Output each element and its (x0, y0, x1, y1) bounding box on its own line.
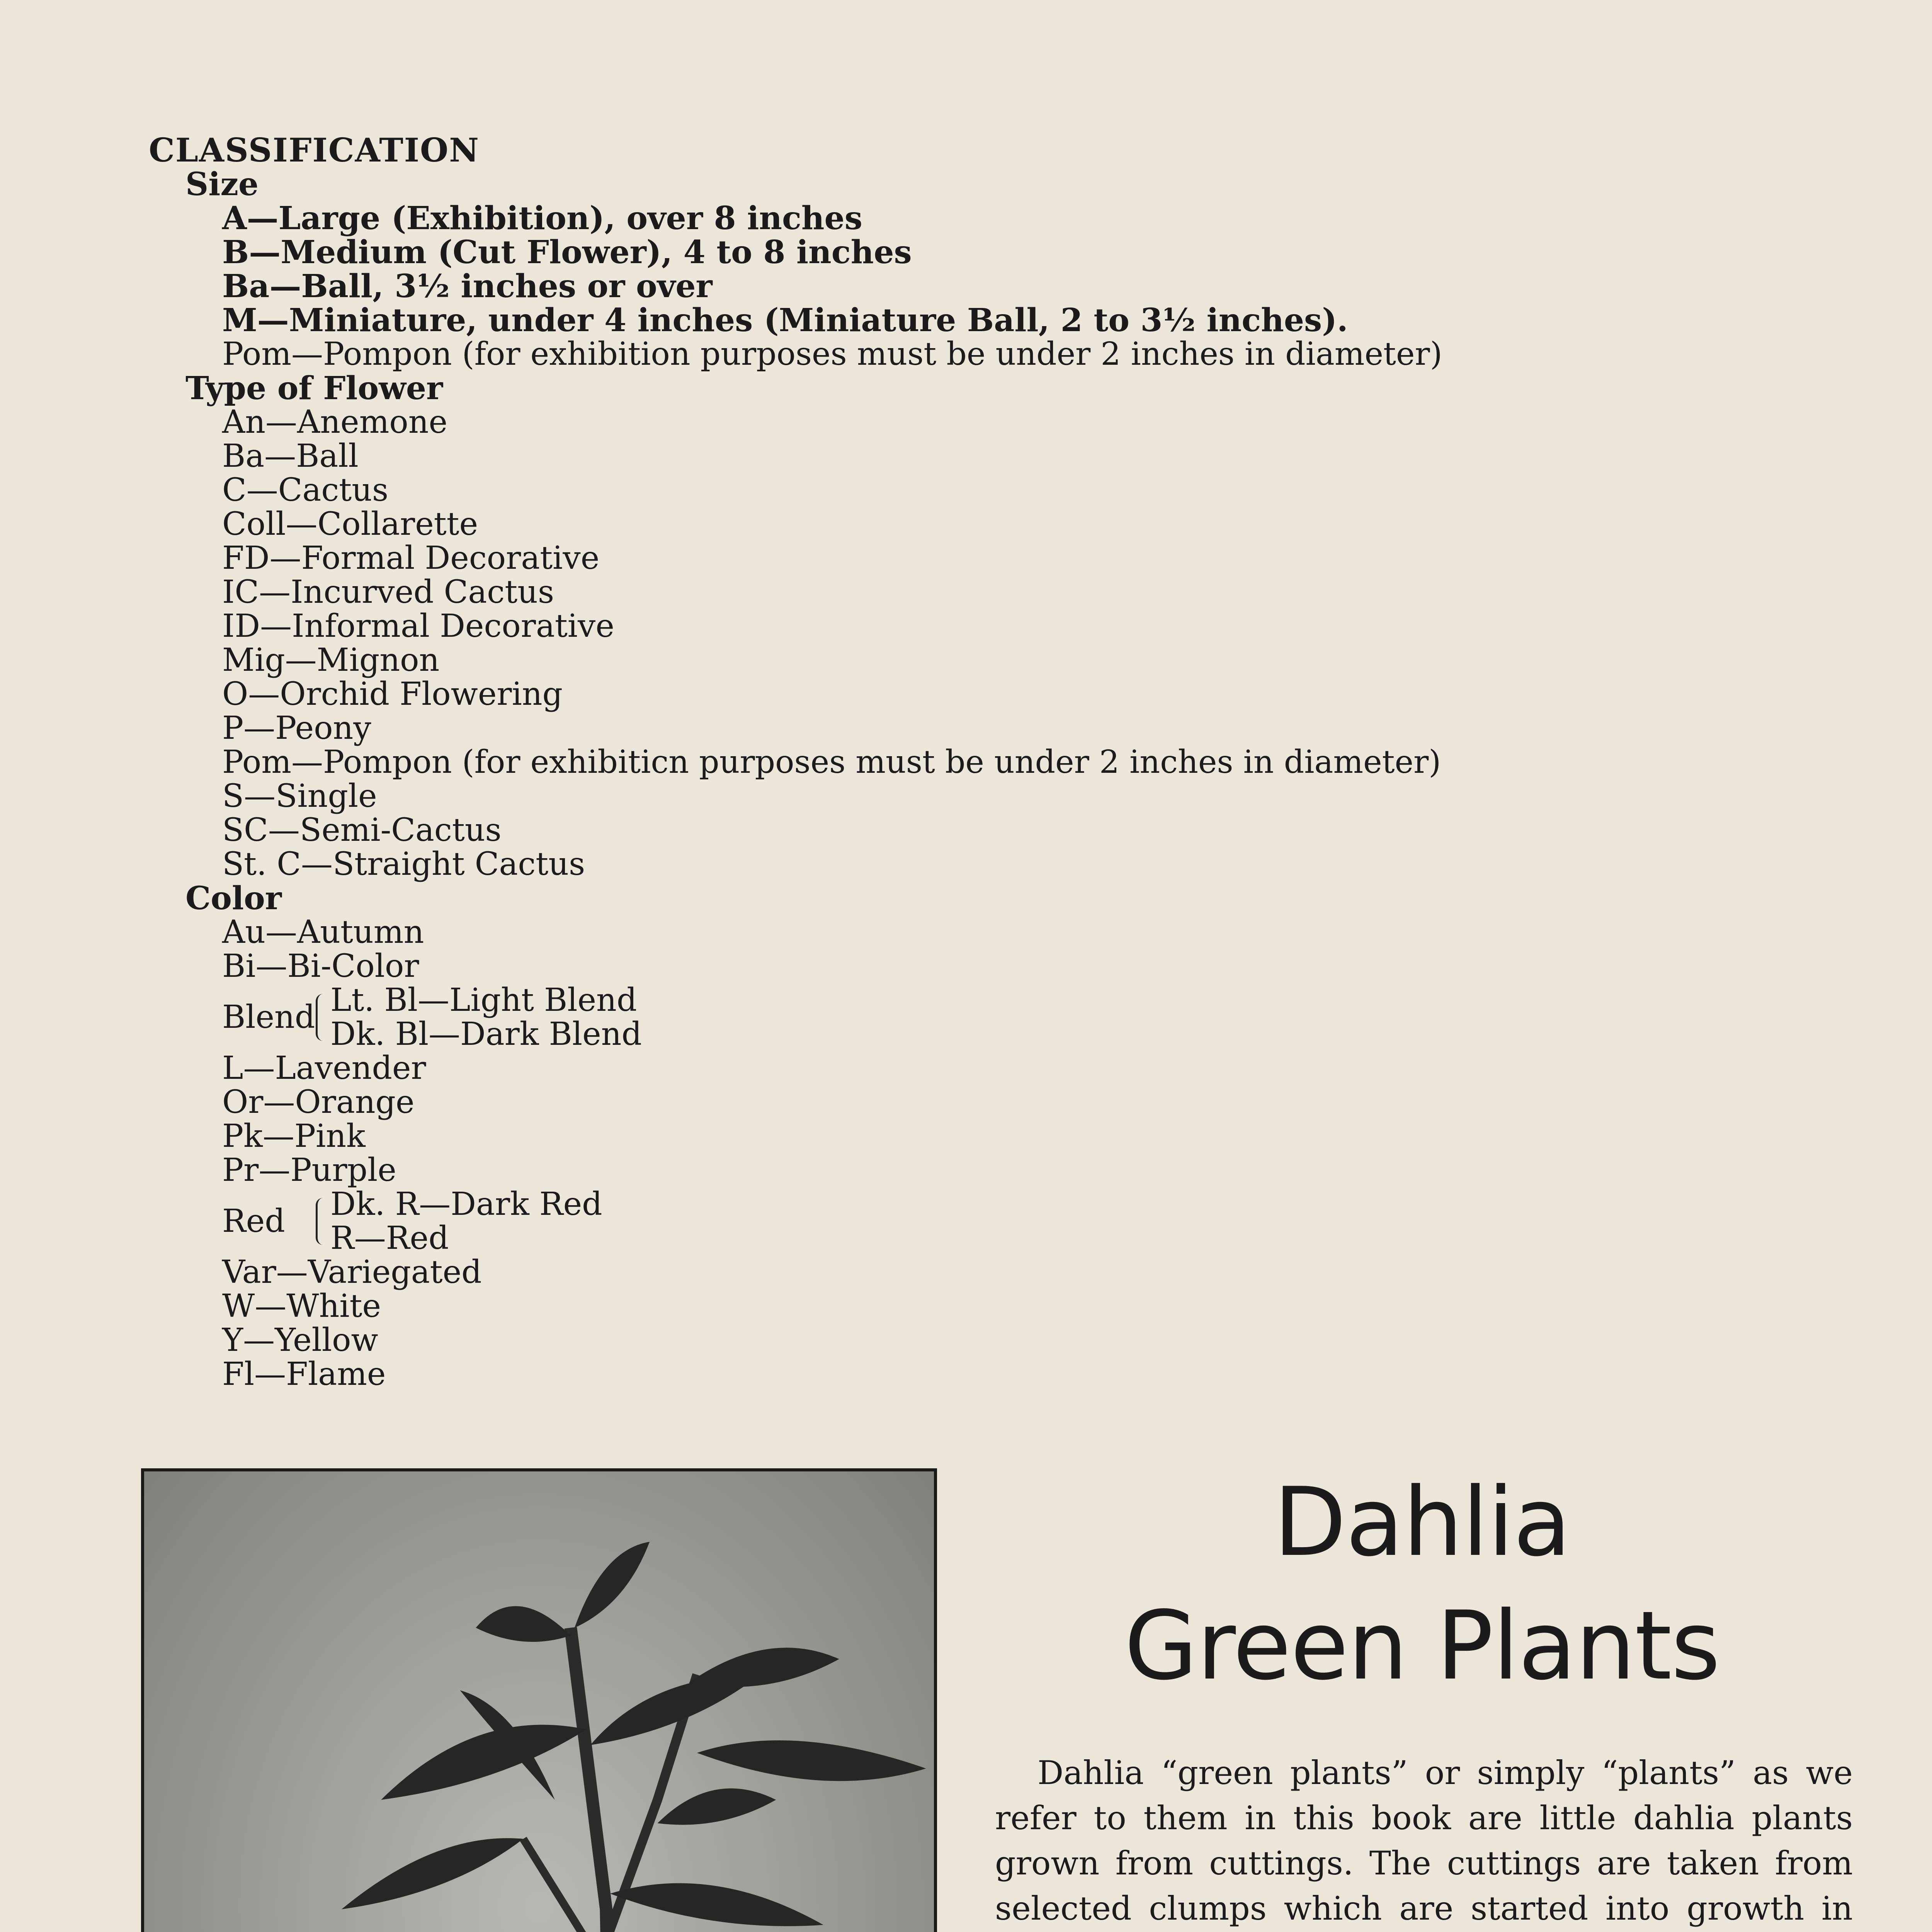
classification-item: Mig—Mignon (222, 642, 440, 679)
blend-label: Blend (222, 999, 315, 1036)
size-heading: Size (185, 166, 259, 203)
title-line-2: Green Plants (1124, 1591, 1720, 1701)
page-title (1012, 1461, 1832, 1708)
red-group (222, 1187, 1849, 1255)
plant-illustration (144, 1471, 934, 1932)
blend-brace (307, 988, 330, 1046)
classification-item: B—Medium (Cut Flower), 4 to 8 inches (222, 234, 912, 271)
classification-item: SC—Semi-Cactus (222, 812, 502, 849)
red-brace (307, 1192, 330, 1250)
classification-list (149, 133, 1849, 1391)
red-label: Red (222, 1203, 285, 1240)
color-items-c (149, 1255, 1849, 1391)
classification-item: Pom—Pompon (for exhibition purposes must be under 2 inches in diameter) (222, 336, 1442, 372)
classification-item: Pr—Purple (222, 1152, 396, 1189)
red-item: R—Red (330, 1220, 449, 1257)
color-heading: Color (185, 880, 282, 917)
classification-item: L—Lavender (222, 1050, 426, 1087)
classification-item: O—Orchid Flowering (222, 676, 563, 713)
classification-item: C—Cactus (222, 472, 389, 509)
classification-item: Au—Autumn (222, 914, 424, 951)
color-items-a (149, 915, 1849, 983)
classification-item: A—Large (Exhibition), over 8 inches (222, 200, 862, 237)
blend-group (222, 983, 1849, 1051)
classification-item: P—Peony (222, 710, 371, 747)
classification-item: Ba—Ball (222, 438, 359, 474)
blend-item: Dk. Bl—Dark Blend (330, 1016, 642, 1053)
classification-item: Y—Yellow (222, 1322, 378, 1359)
classification-item: IC—Incurved Cactus (222, 574, 554, 611)
classification-item: ID—Informal Decorative (222, 608, 614, 645)
title-line-1: Dahlia (1273, 1467, 1571, 1577)
classification-item: Pk—Pink (222, 1118, 366, 1155)
classification-item: Ba—Ball, 3½ inches or over (222, 268, 713, 305)
classification-item: Pom—Pompon (for exhibiticn purposes must be under 2 inches in diameter) (222, 744, 1441, 781)
paragraph: Dahlia “green plants” or simply “plants” as we refer to them in this book are little dahlia plants grown from cuttings. The cuttings are taken from selected clumps which are started into growth in (995, 1754, 1853, 1927)
classification-item: Var—Variegated (222, 1254, 482, 1291)
classification-item: W—White (222, 1288, 381, 1325)
classification-item: Fl—Flame (222, 1356, 386, 1393)
classification-item: S—Single (222, 778, 377, 815)
classification-heading: CLASSIFICATION (149, 131, 480, 169)
classification-item: FD—Formal Decorative (222, 540, 600, 577)
blend-item: Lt. Bl—Light Blend (330, 982, 637, 1019)
classification-item: Coll—Collarette (222, 506, 478, 543)
classification-item: St. C—Straight Cactus (222, 846, 585, 883)
red-item: Dk. R—Dark Red (330, 1186, 602, 1223)
type-heading: Type of Flower (185, 370, 443, 407)
classification-item: M—Miniature, under 4 inches (Miniature Ball, 2 to 3½ inches). (222, 302, 1348, 339)
size-items (149, 201, 1849, 371)
classification-item: An—Anemone (222, 404, 448, 440)
classification-item: Or—Orange (222, 1084, 415, 1121)
dahlia-plant-photo (141, 1468, 937, 1932)
type-items (149, 405, 1849, 881)
right-column-text (995, 1750, 1853, 1932)
color-items-b (149, 1051, 1849, 1187)
classification-item: Bi—Bi-Color (222, 948, 419, 985)
